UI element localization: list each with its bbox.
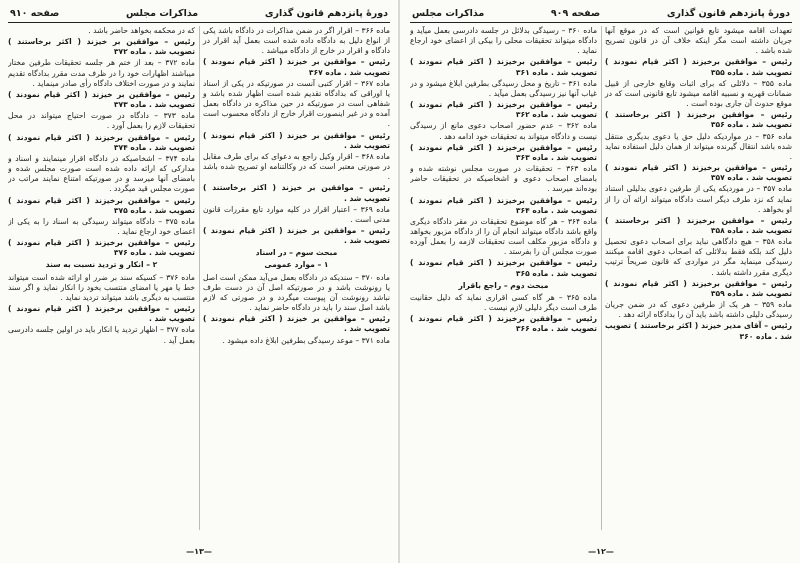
- paragraph: ماده ۳۷۱ – موعد رسیدگی بطرفین ابلاغ داده میشود .: [222, 335, 390, 345]
- left-header-right: دورهٔ پانزدهم قانون گذاری: [264, 8, 388, 19]
- book-gutter: [398, 0, 400, 563]
- left-page-left-column: [8, 26, 195, 530]
- paragraph: رئیس – موافقین برخیزند ( اکثر قیام نمودند ) تصویب شد . ماده ۳۵۵: [605, 57, 792, 77]
- paragraph: که در محکمه بخواهد حاضر باشد .: [88, 26, 195, 35]
- paragraph: رئیس – موافقین برخیزند ( اکثر قیام نمودند ) تصویب شد .: [8, 304, 195, 324]
- left-header-center: مذاکرات مجلس: [125, 8, 199, 19]
- right-page: [404, 6, 798, 556]
- left-header-page-number: صفحه ۹۱۰: [10, 8, 60, 19]
- paragraph: رئیس – موافقین بر خیزند ( اکثر قیام نمودند ) تصویب شد .: [203, 130, 390, 150]
- paragraph: تعهدات اقامه میشود تابع قوانین است که در موقع آنها جریان داشته است مگر اینکه خلاف آن در قانون تصریح شده باشد .: [605, 26, 792, 56]
- paragraph: ماده ۳۶۹ – اعتبار اقرار در کلیه موارد تابع مقررات قانون مدنی است .: [203, 204, 390, 224]
- paragraph: ۱ – موارد عمومی: [264, 260, 329, 270]
- paragraph: ۲ – انکار و تردید نسبت به سند: [45, 260, 158, 270]
- paragraph: رئیس – موافقین برخیزند ( اکثر قیام نمودند ) تصویب شد . ماده ۳۵۷: [605, 163, 792, 183]
- right-header-page-number: صفحه ۹۰۹: [550, 8, 601, 19]
- paragraph: ماده ۳۶۱ – تاریخ و محل رسیدگی بطرفین ابلاغ میشود و در غیاب آنها نیز رسیدگی بعمل میآید .: [410, 78, 597, 98]
- paragraph: رئیس – موافقین برخیزند ( اکثر برخاستند ) تصویب شد . ماده ۳۵۶: [605, 110, 792, 130]
- paragraph: ماده ۳۷۳ – دادگاه در صورت احتیاج میتواند در محل تحقیقات لازم را بعمل آورد .: [8, 111, 195, 131]
- paragraph: رئیس – موافقین برخیزند ( اکثر قیام نمودند ) تصویب شد . ماده ۳۶۵: [410, 258, 597, 278]
- paragraph: رئیس – موافقین بر خیزند ( اکثر برخاستند ) تصویب شد . ماده ۳۷۲: [8, 37, 195, 57]
- paragraph: ماده ۳۵۹ – هر یک از طرفین دعوی که در ضمن جریان رسیدگی دلیلی داشته باشد باید آن را بدادگاه ارائه دهد .: [605, 300, 792, 320]
- paragraph: ماده ۳۶۰ – رسیدگی بدلائل در جلسه دادرسی بعمل میآید و دادگاه میتواند تحقیقات محلی را بیکی از اعضای خود ارجاع نماید .: [410, 26, 597, 56]
- paragraph: ماده ۳۵۵ – دلائلی که برای اثبات وقایع خارجی از قبیل ضمانات قهریه و نسبیه اقامه میشود تابع قانونی است که در موقع حدوث آن جاری بوده است .: [605, 78, 792, 109]
- paragraph: رئیس – موافقین برخیزند ( اکثر قیام نمودند ) تصویب شد . ماده ۳۷۶: [8, 238, 195, 258]
- paragraph: ماده ۳۷۶ – کسیکه سند بر ضرر او ارائه شده است میتواند خط یا مهر یا امضای منتسب بخود را انکار نماید و اگر سند منتسب به دیگری باشد میتواند تردید نماید .: [8, 272, 195, 302]
- paragraph: رئیس – موافقین برخیزند ( اکثر قیام نمودند ) تصویب شد . ماده ۳۷۴: [8, 132, 195, 152]
- right-page-columns: [410, 26, 792, 530]
- paragraph: ماده ۳۵۷ – در موردیکه یکی از طرفین دعوی بدلیلی استناد نماید که نزد طرف دیگر است دادگاه میتواند ارائه آن را از او بخواهد .: [605, 184, 792, 214]
- paragraph: رئیس – موافقین برخیزند ( اکثر برخاستند ) تصویب شد . ماده ۳۵۸: [605, 215, 792, 235]
- left-page-right-column: [199, 26, 390, 530]
- paragraph: رئیس – موافقین برخیزند ( اکثر قیام نمودند ) تصویب شد . ماده ۳۶۴: [410, 195, 597, 215]
- paragraph: رئیس – موافقین برخیزند ( اکثر قیام نمودند ) تصویب شد . ماده ۳۶۳: [410, 142, 597, 162]
- paragraph: رئیس – موافقین برخیزند ( اکثر قیام نمودند ) تصویب شد . ماده ۳۵۹: [605, 278, 792, 298]
- paragraph: رئیس – موافقین برخیزند ( اکثر قیام نمودند ) تصویب شد . ماده ۳۶۱: [410, 57, 597, 77]
- right-page-left-column: [410, 26, 597, 530]
- paragraph: رئیس – موافقین بر خیزند ( اکثر قیام نمودند ) تصویب شد .: [203, 314, 390, 334]
- paragraph: ماده ۳۷۲ – بعد از ختم هر جلسه تحقیقات طرفین مختار میباشند اظهارات خود را در ظرف مدت مقرر بدادگاه تقدیم نمایند و در صورت اختلاف دادگاه رأی صادر مینماید .: [8, 58, 195, 88]
- right-page-right-column: [601, 26, 792, 530]
- paragraph: ماده ۳۶۵ – هر گاه کسی اقراری نماید که دلیل حقانیت طرف است دیگر دلیلی لازم نیست .: [410, 292, 597, 313]
- paragraph: ماده ۳۶۸ – اقرار وکیل راجع به دعوای که برای طرف مقابل در صورتی معتبر است که در وکالتنامه او تصریح شده باشد .: [203, 151, 390, 182]
- paragraph: ماده ۳۷۴ – اشخاصیکه در دادگاه اقرار مینمایند و اسناد و مدارکی که ارائه داده شده است صورت مجلس شده و بامضای آنها میرسد و در صورتیکه امتناع نمایند مراتب در صورت مجلس قید میگردد .: [8, 153, 195, 194]
- paragraph: ماده ۳۵۶ – در مواردیکه دلیل حق یا دعوی بدیگری منتقل شده باشد انتقال گیرنده میتواند از همان دلیل استفاده نماید .: [605, 131, 792, 161]
- paragraph: رئیس – موافقین بر خیزند ( اکثر قیام نمودند ) تصویب شد . ماده ۳۶۷: [203, 57, 390, 77]
- left-page-columns: [8, 26, 390, 530]
- paragraph: رئیس – موافقین برخیزند ( اکثر قیام نمودند ) تصویب شد . ماده ۳۶۲: [410, 100, 597, 120]
- paragraph: ماده ۳۶۷ – اقرار کتبی آنست در صورتیکه در یکی از اسناد یا اوراقی که بدادگاه تقدیم شده است اظهار شده باشد و شفاهی است در صورتیکه در حین مذاکره در دادگاه بعمل آمده و در غیر اینصورت اقرار خارج از دادگاه محسوب است .: [203, 78, 390, 129]
- paragraph: رئیس – موافقین برخیزند ( اکثر قیام نمودند ) تصویب شد . ماده ۳۶۶: [410, 314, 597, 334]
- paragraph: ماده ۳۷۷ – اظهار تردید یا انکار باید در اولین جلسه دادرسی بعمل آید .: [8, 325, 195, 345]
- left-page: [2, 6, 396, 556]
- paragraph: رئیس – آقای مدیر خیزند ( اکثر برخاستند ) تصویب شد . ماده ۳۶۰: [605, 321, 792, 341]
- left-page-footer: —۱۳—: [186, 547, 212, 556]
- paragraph: ماده ۳۷۰ – سندیکه در دادگاه بعمل می‌آید ممکن است اصل یا رونوشت باشد و در صورتیکه اصل آن در دست طرف نباشد رونوشت آن پیوست میگردد و در صورتی که لازم باشد اصل سند را باید در دادگاه حاضر نماید .: [203, 272, 390, 313]
- paragraph: رئیس – موافقین بر خیزند ( اکثر قیام نمودند ) تصویب شد . ماده ۳۷۳: [8, 89, 195, 110]
- paragraph: رئیس – موافقین برخیزند ( اکثر قیام نمودند ) تصویب شد . ماده ۳۷۵: [8, 195, 195, 215]
- paragraph: ماده ۳۶۶ – اقرار اگر در ضمن مذاکرات در دادگاه باشد یکی از انواع دلیل به دادگاه داده شده است بعمل آید اقرار در دادگاه و اقرار در خارج از دادگاه میباشد .: [203, 26, 390, 56]
- paragraph: ماده ۳۶۳ – تحقیقات در صورت مجلس نوشته شده و بامضای اصحاب دعوی و اشخاصیکه در تحقیقات حاضر بوده‌اند میرسد .: [410, 164, 597, 194]
- right-header-center: مذاکرات مجلس: [412, 8, 485, 19]
- left-page-header: [8, 6, 390, 23]
- paragraph: رئیس – موافقین بر خیزند ( اکثر برخاستند ) تصویب شد .: [203, 183, 390, 203]
- paragraph: مبحث دوم – راجع باقرار: [458, 280, 549, 290]
- paragraph: ماده ۳۶۲ – عدم حضور اصحاب دعوی مانع از رسیدگی نیست و دادگاه میتواند به تحقیقات خود ادامه دهد .: [410, 121, 597, 141]
- right-page-footer: —۱۲—: [588, 547, 614, 556]
- paragraph: رئیس – موافقین بر خیزند ( اکثر قیام نمودند ) تصویب شد .: [203, 225, 390, 246]
- right-page-header: [410, 6, 792, 23]
- right-header-right: دورهٔ پانزدهم قانون گذاری: [666, 8, 790, 19]
- paragraph: ماده ۳۷۵ – دادگاه میتواند رسیدگی به اسناد را به یکی از اعضای خود ارجاع نماید .: [8, 216, 195, 236]
- paragraph: ماده ۳۶۴ – هر گاه موضوع تحقیقات در مقر دادگاه دیگری واقع باشد دادگاه میتواند انجام آن را از دادگاه مزبور بخواهد و دادگاه مزبور مکلف است تحقیقات لازمه را بعمل آورده صورت مجلس آن را بفرستد .: [410, 216, 597, 257]
- paragraph: مبحث سوم – در اسناد: [255, 248, 338, 258]
- paragraph: ماده ۳۵۸ – هیچ دادگاهی نباید برای اصحاب دعوی تحصیل دلیل کند بلکه فقط بدلائلی که اصحاب دعوی اقامه میکنند رسیدگی مینماید مگر در مواردی که قانون صریحاً ترتیب دیگری مقرر داشته باشد .: [605, 237, 792, 277]
